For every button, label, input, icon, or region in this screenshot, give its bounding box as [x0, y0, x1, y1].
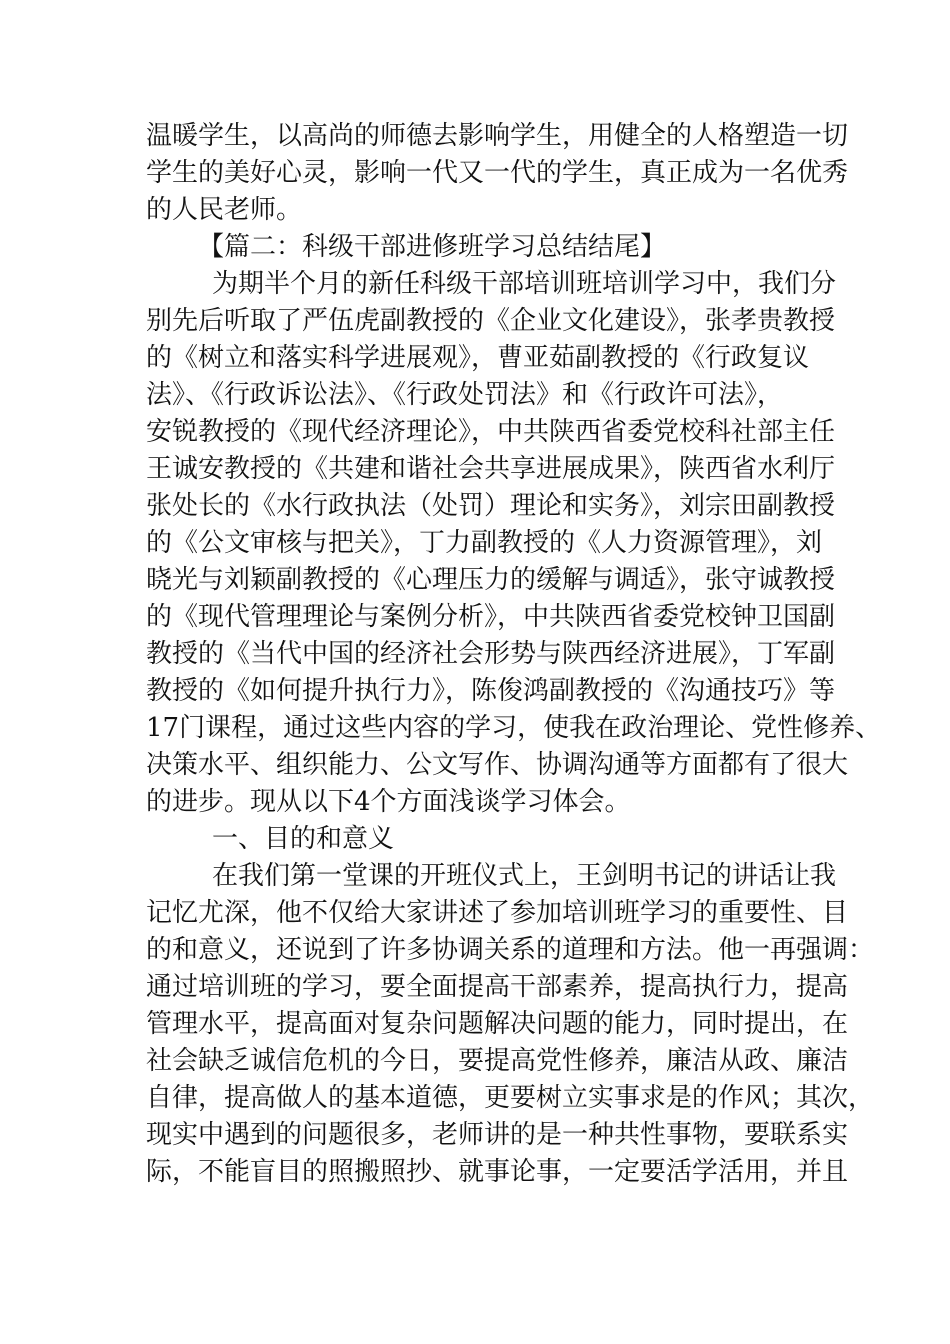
- text-line: 法》、《行政诉讼法》、《行政处罚法》和《行政许可法》，: [146, 380, 784, 410]
- text-line: 温暖学生，以高尚的师德去影响学生，用健全的人格塑造一切: [146, 121, 849, 151]
- text-line: 为期半个月的新任科级干部培训班培训学习中，我们分: [212, 269, 837, 299]
- subsection-heading: 一、目的和意义: [212, 824, 395, 854]
- text-line: 决策水平、组织能力、公文写作、协调沟通等方面都有了很大: [146, 750, 849, 780]
- text-line: 王诚安教授的《共建和谐社会共享进展成果》，陕西省水利厅: [146, 454, 836, 484]
- text-line: 通过培训班的学习，要全面提高干部素养，提高执行力，提高: [146, 972, 849, 1002]
- text-line: 管理水平，提高面对复杂问题解决问题的能力，同时提出，在: [146, 1009, 849, 1039]
- text-line: 教授的《当代中国的经济社会形势与陕西经济进展》，丁军副: [146, 639, 836, 669]
- text-line: 现实中遇到的问题很多，老师讲的是一种共性事物，要联系实: [146, 1120, 849, 1150]
- text-line: 教授的《如何提升执行力》，陈俊鸿副教授的《沟通技巧》等: [146, 676, 836, 706]
- text-line: 别先后听取了严伍虎副教授的《企业文化建设》，张孝贵教授: [146, 306, 836, 336]
- text-line: 的人民老师。: [146, 195, 303, 225]
- text-line: 的《公文审核与把关》，丁力副教授的《人力资源管理》，刘: [146, 528, 823, 558]
- text-line: 张处长的《水行政执法（处罚）理论和实务》，刘宗田副教授: [146, 491, 836, 521]
- text-line: 17门课程，通过这些内容的学习，使我在政治理论、党性修养、: [146, 713, 882, 743]
- text-line: 学生的美好心灵，影响一代又一代的学生，真正成为一名优秀: [146, 158, 849, 188]
- text-line: 的《现代管理理论与案例分析》，中共陕西省委党校钟卫国副: [146, 602, 836, 632]
- text-line: 自律，提高做人的基本道德，更要树立实事求是的作风；其次，: [146, 1083, 875, 1113]
- text-line: 的进步。现从以下4个方面浅谈学习体会。: [146, 787, 631, 817]
- text-line: 的和意义，还说到了许多协调关系的道理和方法。他一再强调：: [146, 935, 875, 965]
- text-line: 社会缺乏诚信危机的今日，要提高党性修养，廉洁从政、廉洁: [146, 1046, 849, 1076]
- text-line: 在我们第一堂课的开班仪式上，王剑明书记的讲话让我: [212, 861, 837, 891]
- text-line: 记忆尤深，他不仅给大家讲述了参加培训班学习的重要性、目: [146, 898, 849, 928]
- text-line: 际，不能盲目的照搬照抄、就事论事，一定要活学活用，并且: [146, 1157, 849, 1187]
- text-line: 的《树立和落实科学进展观》，曹亚茹副教授的《行政复议: [146, 343, 810, 373]
- text-line: 安锐教授的《现代经济理论》，中共陕西省委党校科社部主任: [146, 417, 836, 447]
- text-line: 晓光与刘颖副教授的《心理压力的缓解与调适》，张守诚教授: [146, 565, 836, 595]
- section-heading: 【篇二：科级干部进修班学习总结结尾】: [198, 232, 667, 262]
